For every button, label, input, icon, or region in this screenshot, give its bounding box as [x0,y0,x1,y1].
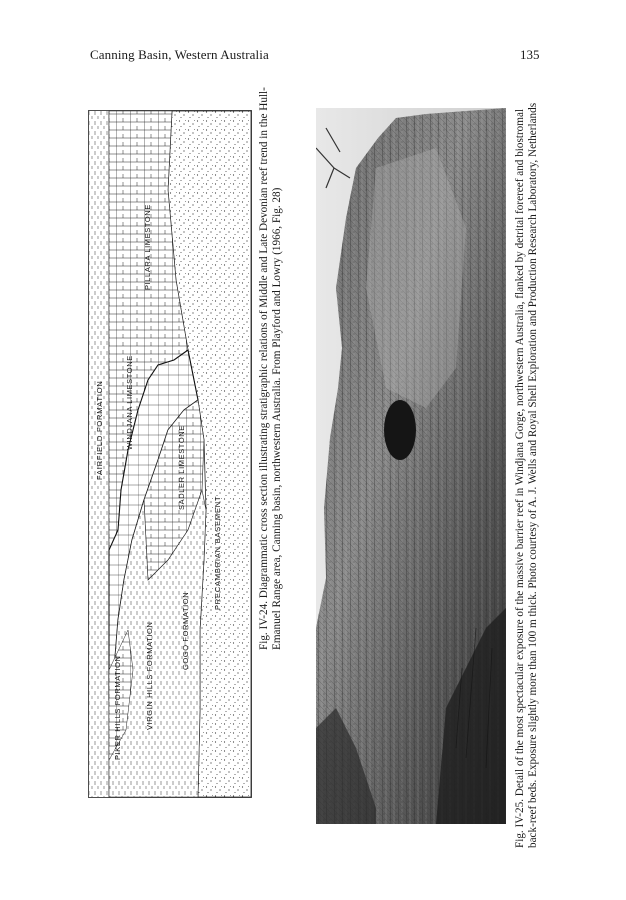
label-basement: PRECAMBRIAN BASEMENT [213,495,222,610]
page-number: 135 [520,47,540,62]
figure-24-caption-text: Diagrammatic cross section illustrating stratigraphic relations of Middle and Late Devonian reef trend in the Hull-Emanuel Range area, Canning basin, northwestern Australia. From Playford and Lowry (1966, Fig. 28) [258,87,283,650]
figure-25-caption-text: Detail of the most spectacular exposure of the massive barrier reef in Windjana Gorge, northwestern Australia, flanked by detrital forereef and biostromal back-reef beds. Exposure slightly more than 100 m thick. Photo courtesy of A. J. Wells and Royal Shell Exploration and Production Research Laboratory, Netherlands [514,102,539,848]
figure-24-caption [258,80,283,650]
running-title: Canning Basin, Western Australia [90,47,269,62]
label-virgin-hills: VIRGIN HILLS FORMATION [145,621,154,730]
figure-25-label: Fig. IV-25. [514,798,526,848]
figure-25-caption [514,96,539,848]
label-windjana: WINDJANA LIMESTONE [125,355,134,450]
label-pillara: PILLARA LIMESTONE [143,204,152,290]
figure-24-label: Fig. IV-24. [258,600,270,650]
label-fairfield: FAIRFIELD FORMATION [95,380,104,480]
label-piker-hills: PIKER HILLS FORMATION [113,655,122,760]
label-gogo: GOGO FORMATION [181,591,190,670]
reef-photograph [316,108,506,824]
cross-section-diagram [88,110,252,798]
label-sadler: SADLER LIMESTONE [177,425,186,510]
